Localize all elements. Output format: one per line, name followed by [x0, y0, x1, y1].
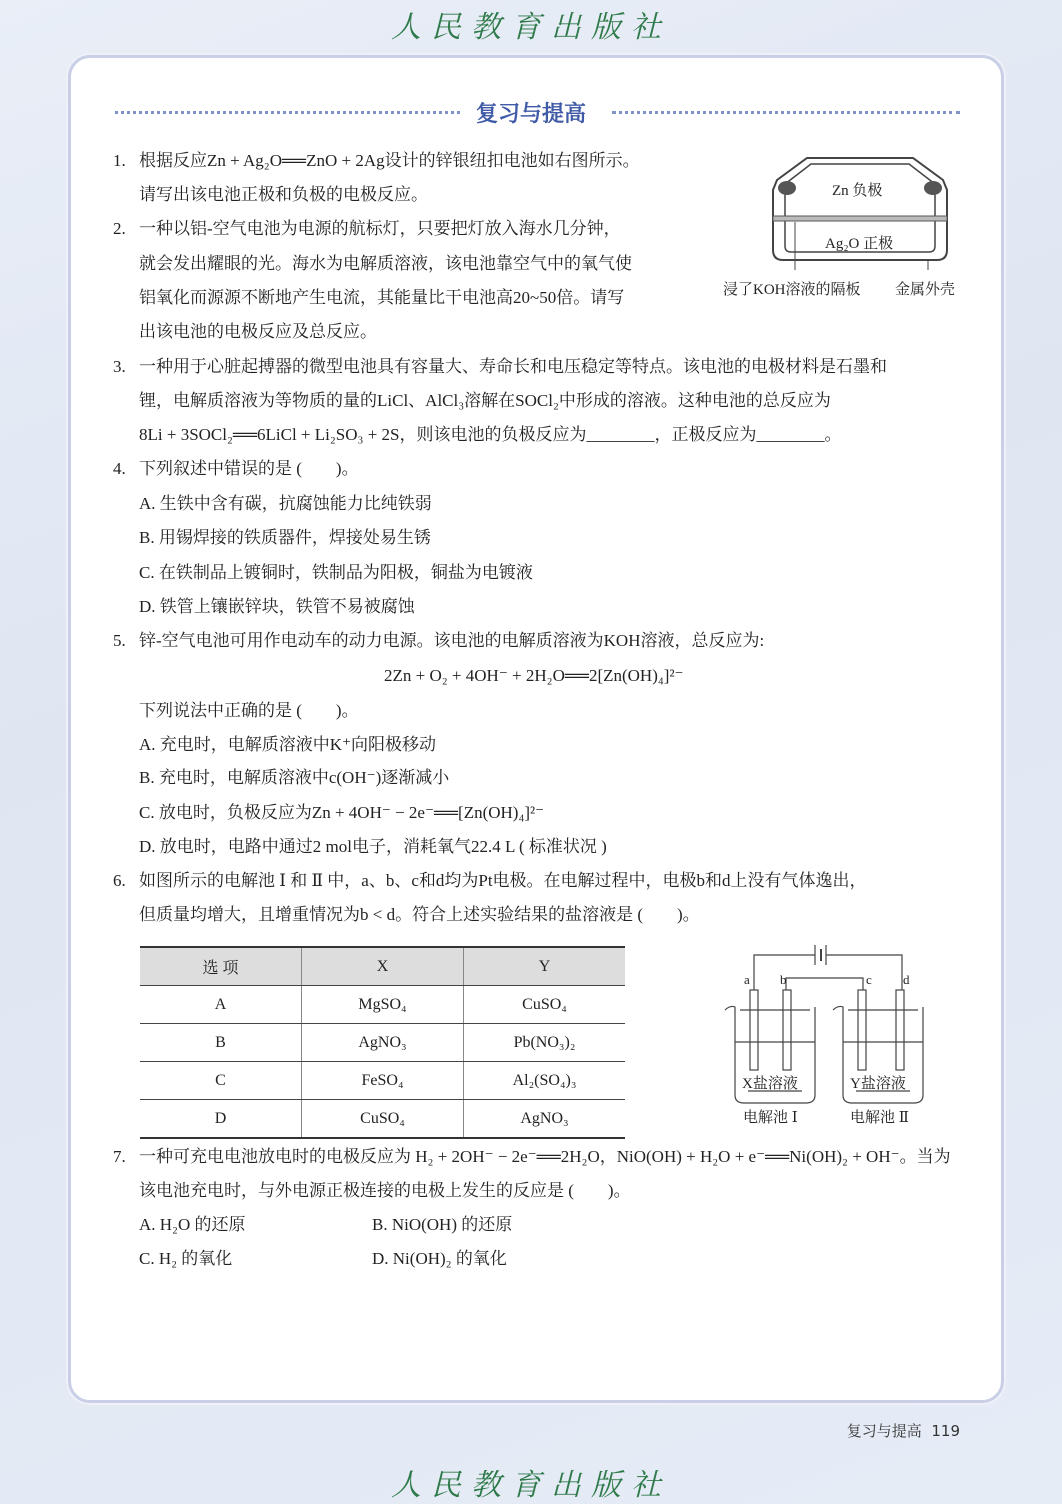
- electrode-c-label: c: [866, 972, 872, 987]
- q7-option-b: B. NiO(OH) 的还原: [372, 1215, 513, 1234]
- q5-option-d: D. 放电时，电路中通过2 mol电子，消耗氧气22.4 L ( 标准状况 ): [139, 837, 607, 856]
- table-cell: FeSO₄: [302, 1062, 464, 1100]
- q5-equation: 2Zn + O₂ + 4OH⁻ + 2H₂O══2[Zn(OH)₄]²⁻: [384, 666, 684, 685]
- page-footer: [847, 1420, 960, 1441]
- q5-option-b: B. 充电时，电解质溶液中c(OH⁻)逐渐减小: [139, 768, 450, 787]
- table-cell: B: [140, 1024, 302, 1062]
- q3-line: 一种用于心脏起搏器的微型电池具有容量大、寿命长和电压稳定等特点。该电池的电极材料是石墨和: [139, 357, 887, 376]
- separator-label: 浸了KOH溶液的隔板: [723, 282, 861, 298]
- zn-anode-label: Zn 负极: [832, 183, 883, 199]
- q4-option-c: C. 在铁制品上镀铜时，铁制品为阳极，铜盐为电镀液: [139, 563, 533, 582]
- q6-line: 但质量均增大，且增重情况为b < d。符合上述实验结果的盐溶液是 ( )。: [139, 905, 700, 924]
- options-table: [140, 946, 625, 1139]
- q4-option-b: B. 用锡焊接的铁质器件，焊接处易生锈: [139, 528, 431, 547]
- metal-shell-label: 金属外壳: [895, 282, 956, 298]
- cell-2-label: 电解池 Ⅱ: [850, 1110, 909, 1126]
- question-number: 7.: [113, 1147, 126, 1166]
- table-row: [140, 1062, 625, 1100]
- q2-line: 铝氧化而源源不断地产生电流，其能量比干电池高20~50倍。请写: [139, 288, 625, 307]
- q2-line: 出该电池的电极反应及总反应。: [139, 322, 377, 341]
- section-title: 复习与提高: [464, 102, 598, 127]
- table-header: Y: [464, 947, 626, 986]
- table-cell: A: [140, 986, 302, 1024]
- question-number: 5.: [113, 631, 126, 650]
- ag2o-cathode-label: Ag₂O 正极: [825, 236, 894, 252]
- electrode-a-label: a: [744, 972, 750, 987]
- footer-section: 复习与提高: [846, 1422, 922, 1440]
- question-number: 3.: [113, 357, 126, 376]
- q4-option-d: D. 铁管上镶嵌锌块，铁管不易被腐蚀: [139, 597, 415, 616]
- question-number: 4.: [113, 459, 126, 478]
- cell-1-label: 电解池 Ⅰ: [743, 1110, 798, 1126]
- q1-line: 根据反应Zn + Ag₂O══ZnO + 2Ag设计的锌银纽扣电池如右图所示。: [139, 151, 640, 170]
- q4-option-a: A. 生铁中含有碳，抗腐蚀能力比纯铁弱: [139, 494, 432, 513]
- q5-option-a: A. 充电时，电解质溶液中K⁺向阳极移动: [139, 735, 437, 754]
- q3-line: 锂，电解质溶液为等物质的量的LiCl、AlCl₃溶解在SOCl₂中形成的溶液。这种电池的总反应为: [139, 391, 831, 410]
- table-row: [140, 986, 625, 1024]
- table-cell: AgNO₃: [302, 1024, 464, 1062]
- electrode-d-label: d: [903, 972, 910, 987]
- table-cell: C: [140, 1062, 302, 1100]
- electrode-b-label: b: [780, 972, 787, 987]
- q5-stem: 锌-空气电池可用作电动车的动力电源。该电池的电解质溶液为KOH溶液，总反应为:: [139, 631, 765, 650]
- q6-line: 如图所示的电解池 Ⅰ 和 Ⅱ 中，a、b、c和d均为Pt电极。在电解过程中，电极b和d上没有气体逸出，: [139, 871, 867, 890]
- question-number: 6.: [113, 871, 126, 890]
- q7-option-d: D. Ni(OH)₂ 的氧化: [372, 1249, 507, 1268]
- q7-option-c: C. H₂ 的氧化: [139, 1249, 233, 1268]
- q7-option-a: A. H₂O 的还原: [139, 1215, 246, 1234]
- question-number: 2.: [113, 219, 126, 238]
- table-cell: MgSO₄: [302, 986, 464, 1024]
- q7-line: 一种可充电电池放电时的电极反应为 H₂ + 2OH⁻ − 2e⁻══2H₂O，NiO(OH) + H₂O + e⁻══Ni(OH)₂ + OH⁻。当为: [139, 1147, 951, 1166]
- table-cell: D: [140, 1100, 302, 1139]
- x-solution-label: X盐溶液: [742, 1076, 798, 1092]
- table-header: X: [302, 947, 464, 986]
- publisher-logo-bottom: 人民教育出版社: [391, 1468, 671, 1503]
- q4-stem: 下列叙述中错误的是 ( )。: [139, 459, 359, 478]
- publisher-logo-top: 人民教育出版社: [391, 10, 671, 45]
- table-cell: Al₂(SO₄)₃: [464, 1062, 626, 1100]
- table-cell: Pb(NO₃)₂: [464, 1024, 626, 1062]
- q5-option-c: C. 放电时，负极反应为Zn + 4OH⁻ − 2e⁻══[Zn(OH)₄]²⁻: [139, 803, 545, 822]
- table-cell: AgNO₃: [464, 1100, 626, 1139]
- question-number: 1.: [113, 151, 126, 170]
- y-solution-label: Y盐溶液: [850, 1076, 906, 1092]
- page-number: 119: [931, 1422, 960, 1440]
- q3-line: 8Li + 3SOCl₂══6LiCl + Li₂SO₃ + 2S，则该电池的负极反应为________，正极反应为________。: [139, 425, 842, 444]
- table-header: 选 项: [140, 947, 302, 986]
- q2-line: 就会发出耀眼的光。海水为电解质溶液，该电池靠空气中的氧气使: [139, 254, 632, 273]
- q5-ask: 下列说法中正确的是 ( )。: [139, 701, 359, 720]
- table-row: [140, 1100, 625, 1139]
- table-cell: CuSO₄: [464, 986, 626, 1024]
- table-row: [140, 1024, 625, 1062]
- q7-line: 该电池充电时，与外电源正极连接的电极上发生的反应是 ( )。: [139, 1181, 631, 1200]
- q1-line: 请写出该电池正极和负极的电极反应。: [139, 185, 428, 204]
- table-cell: CuSO₄: [302, 1100, 464, 1139]
- q2-line: 一种以铝-空气电池为电源的航标灯，只要把灯放入海水几分钟，: [139, 219, 621, 238]
